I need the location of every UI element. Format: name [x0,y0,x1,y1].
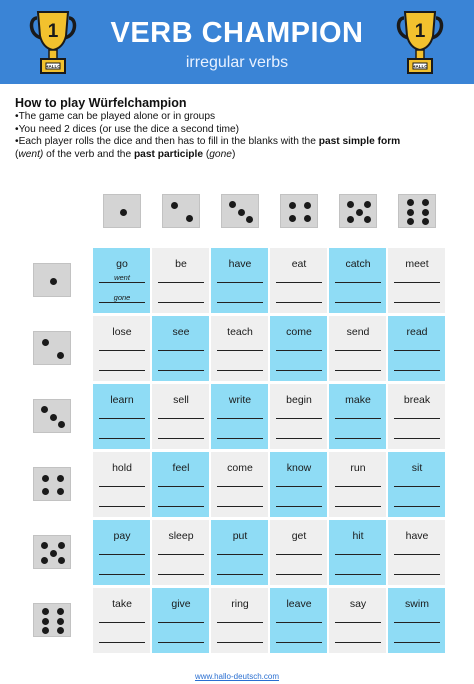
die-pip [347,201,354,208]
instruction-example: gone [209,148,232,160]
verb-label: come [227,462,253,474]
trophy-plaque-text: HALLO [45,64,61,69]
past-simple-blank[interactable] [217,418,263,419]
trophy-number: 1 [414,21,426,42]
past-participle-blank[interactable] [158,302,204,303]
verb-cell [152,248,210,314]
die-three-icon [221,194,259,228]
past-simple-blank[interactable] [394,418,440,419]
past-simple-blank[interactable] [276,622,322,623]
past-participle-blank[interactable] [335,370,381,371]
verb-label: sleep [168,530,194,542]
past-participle-blank[interactable] [276,438,322,439]
verb-label: meet [405,258,429,270]
verb-label: go [116,258,128,270]
die-three-icon [33,399,71,433]
instruction-bold-text: past simple form [318,136,401,148]
past-participle-blank[interactable] [394,506,440,507]
verb-label: leave [286,598,312,610]
die-pip [58,542,65,549]
die-four-icon [33,467,71,501]
die-four-icon [280,194,318,228]
die-pip [422,209,429,216]
past-participle-blank[interactable] [158,370,204,371]
die-six-icon [398,194,436,228]
past-participle-blank[interactable] [276,574,322,575]
verb-label: learn [110,394,134,406]
past-simple-blank[interactable] [99,282,145,283]
die-pip [246,216,253,223]
verb-label: have [405,530,429,542]
die-six-icon [33,603,71,637]
example-past-participle: gone [113,293,131,302]
past-simple-blank[interactable] [394,622,440,623]
past-simple-blank[interactable] [276,486,322,487]
verb-cell [211,520,269,586]
verb-label: sit [411,462,423,474]
past-participle-blank[interactable] [99,642,145,643]
past-simple-blank[interactable] [158,282,204,283]
die-two-icon [33,331,71,365]
verb-label: come [286,326,312,338]
die-pip [422,199,429,206]
verb-cell [329,248,387,314]
die-pip [57,618,64,625]
die-pip [347,216,354,223]
verb-cell [211,248,269,314]
past-simple-blank[interactable] [217,554,263,555]
die-five-icon [339,194,377,228]
die-pip [50,550,57,557]
verb-cell [211,316,269,382]
verb-label: have [228,258,252,270]
die-pip [304,202,311,209]
verb-label: give [171,598,191,610]
die-two-icon [162,194,200,228]
die-pip [42,608,49,615]
past-participle-blank[interactable] [276,642,322,643]
past-participle-blank[interactable] [158,574,204,575]
past-participle-blank[interactable] [335,574,381,575]
instruction-text: ) [231,148,236,160]
verb-label: ring [231,598,249,610]
die-pip [407,199,414,206]
trophy-icon [395,6,445,78]
verb-cell [93,520,151,586]
past-simple-blank[interactable] [158,486,204,487]
verb-cell [93,588,151,654]
past-participle-blank[interactable] [158,642,204,643]
verb-cell [329,452,387,518]
past-simple-blank[interactable] [335,350,381,351]
die-pip [57,627,64,634]
die-pip [407,218,414,225]
verb-label: hold [112,462,132,474]
past-simple-blank[interactable] [276,554,322,555]
past-participle-blank[interactable] [158,438,204,439]
verb-cell [152,384,210,450]
verb-label: make [345,394,371,406]
page-title: VERB CHAMPION [110,17,364,49]
trophy-number: 1 [47,21,59,42]
die-pip [42,475,49,482]
die-pip [57,488,64,495]
die-pip [58,557,65,564]
verb-label: break [403,394,431,406]
past-participle-blank[interactable] [335,438,381,439]
past-participle-blank[interactable] [217,642,263,643]
instruction-line [15,136,465,149]
die-pip [422,218,429,225]
past-simple-blank[interactable] [158,622,204,623]
instruction-text: •Each player rolls the dice and then has to fill in the blanks with the [15,136,319,148]
die-pip [41,406,48,413]
past-participle-blank[interactable] [335,302,381,303]
past-participle-blank[interactable] [335,642,381,643]
die-pip [42,618,49,625]
die-pip [186,215,193,222]
past-simple-blank[interactable] [217,622,263,623]
verb-label: eat [291,258,307,270]
instruction-line [15,149,465,162]
past-simple-blank[interactable] [99,418,145,419]
past-simple-blank[interactable] [394,486,440,487]
verb-cell [329,384,387,450]
verb-cell [152,452,210,518]
past-simple-blank[interactable] [99,350,145,351]
past-simple-blank[interactable] [394,282,440,283]
verb-label: read [406,326,428,338]
trophy-plaque-text: HALLO [412,64,428,69]
die-pip [50,414,57,421]
verb-cell [211,452,269,518]
past-participle-blank[interactable] [394,302,440,303]
verb-cell [388,248,446,314]
past-simple-blank[interactable] [99,486,145,487]
verb-cell [270,316,328,382]
verb-label: see [172,326,190,338]
past-simple-blank[interactable] [394,350,440,351]
verb-label: be [175,258,187,270]
past-participle-blank[interactable] [99,438,145,439]
die-pip [57,608,64,615]
verb-label: teach [227,326,253,338]
die-pip [364,201,371,208]
past-participle-blank[interactable] [217,302,263,303]
verb-cell [388,452,446,518]
verb-label: say [349,598,367,610]
verb-cell [388,316,446,382]
past-simple-blank[interactable] [99,554,145,555]
instruction-text: ( [203,148,210,160]
past-participle-blank[interactable] [217,574,263,575]
die-pip [289,202,296,209]
verb-label: sell [173,394,189,406]
verb-cell [93,316,151,382]
die-pip [42,339,49,346]
instruction-text: of the verb and the [43,148,134,160]
past-participle-blank[interactable] [276,302,322,303]
past-simple-blank[interactable] [335,282,381,283]
die-pip [41,557,48,564]
verb-label: run [350,462,366,474]
past-simple-blank[interactable] [276,350,322,351]
die-pip [58,421,65,428]
past-participle-blank[interactable] [99,506,145,507]
past-participle-blank[interactable] [99,302,145,303]
instruction-text: ( [15,148,19,160]
past-simple-blank[interactable] [217,486,263,487]
past-participle-blank[interactable] [394,642,440,643]
past-participle-blank[interactable] [276,370,322,371]
verb-cell [152,588,210,654]
die-pip [407,209,414,216]
past-participle-blank[interactable] [217,438,263,439]
instruction-line: •The game can be played alone or in groups [15,111,216,122]
past-simple-blank[interactable] [276,418,322,419]
past-simple-blank[interactable] [158,554,204,555]
die-one-icon [103,194,141,228]
die-pip [41,542,48,549]
verb-cell [329,316,387,382]
past-simple-blank[interactable] [158,350,204,351]
past-simple-blank[interactable] [217,350,263,351]
verb-label: swim [405,598,429,610]
past-simple-blank[interactable] [394,554,440,555]
die-pip [356,209,363,216]
past-participle-blank[interactable] [217,506,263,507]
die-pip [304,215,311,222]
verb-label: hit [352,530,364,542]
past-participle-blank[interactable] [99,574,145,575]
past-participle-blank[interactable] [99,370,145,371]
verb-cell [211,384,269,450]
verb-cell [270,588,328,654]
die-pip [42,627,49,634]
past-simple-blank[interactable] [335,622,381,623]
verb-label: lose [112,326,132,338]
example-past-simple: went [114,273,130,282]
instruction-bold-text: past participle [133,148,204,160]
past-participle-blank[interactable] [394,370,440,371]
footer-link[interactable]: www.hallo-deutsch.com [194,672,280,681]
verb-cell [270,520,328,586]
die-pip [57,352,64,359]
die-pip [50,278,57,285]
verb-label: feel [172,462,190,474]
past-simple-blank[interactable] [335,486,381,487]
past-participle-blank[interactable] [276,506,322,507]
verb-cell [211,588,269,654]
past-simple-blank[interactable] [276,282,322,283]
verb-label: send [346,326,370,338]
instruction-line: •You need 2 dices (or use the dice a second time) [15,123,240,135]
past-simple-blank[interactable] [335,418,381,419]
die-pip [238,209,245,216]
past-participle-blank[interactable] [217,370,263,371]
verb-cell [388,384,446,450]
die-pip [171,202,178,209]
verb-cell [329,588,387,654]
verb-label: begin [286,394,312,406]
verb-cell [329,520,387,586]
verb-label: get [291,530,307,542]
verb-cell [93,248,151,314]
die-pip [42,488,49,495]
header-banner [0,0,474,84]
verb-label: catch [345,258,371,270]
verb-cell [270,384,328,450]
verb-cell [388,520,446,586]
past-participle-blank[interactable] [394,438,440,439]
verb-label: put [232,530,248,542]
verb-cell [93,452,151,518]
past-simple-blank[interactable] [99,622,145,623]
verb-label: take [112,598,132,610]
past-simple-blank[interactable] [217,282,263,283]
verb-label: pay [113,530,131,542]
instruction-example: went) [18,148,44,160]
die-pip [289,215,296,222]
die-pip [120,209,127,216]
die-pip [229,201,236,208]
past-participle-blank[interactable] [335,506,381,507]
die-five-icon [33,535,71,569]
instructions-heading: How to play Würfelchampion [15,96,187,110]
die-one-icon [33,263,71,297]
verb-cell [270,248,328,314]
verb-label: write [228,394,252,406]
past-simple-blank[interactable] [335,554,381,555]
verb-cell [152,316,210,382]
verb-label: know [286,462,312,474]
past-simple-blank[interactable] [158,418,204,419]
past-participle-blank[interactable] [394,574,440,575]
past-participle-blank[interactable] [158,506,204,507]
verb-cell [270,452,328,518]
verb-cell [152,520,210,586]
instructions-block [15,96,465,161]
verb-cell [93,384,151,450]
page-subtitle: irregular verbs [185,54,289,71]
die-pip [364,216,371,223]
verb-cell [388,588,446,654]
die-pip [57,475,64,482]
